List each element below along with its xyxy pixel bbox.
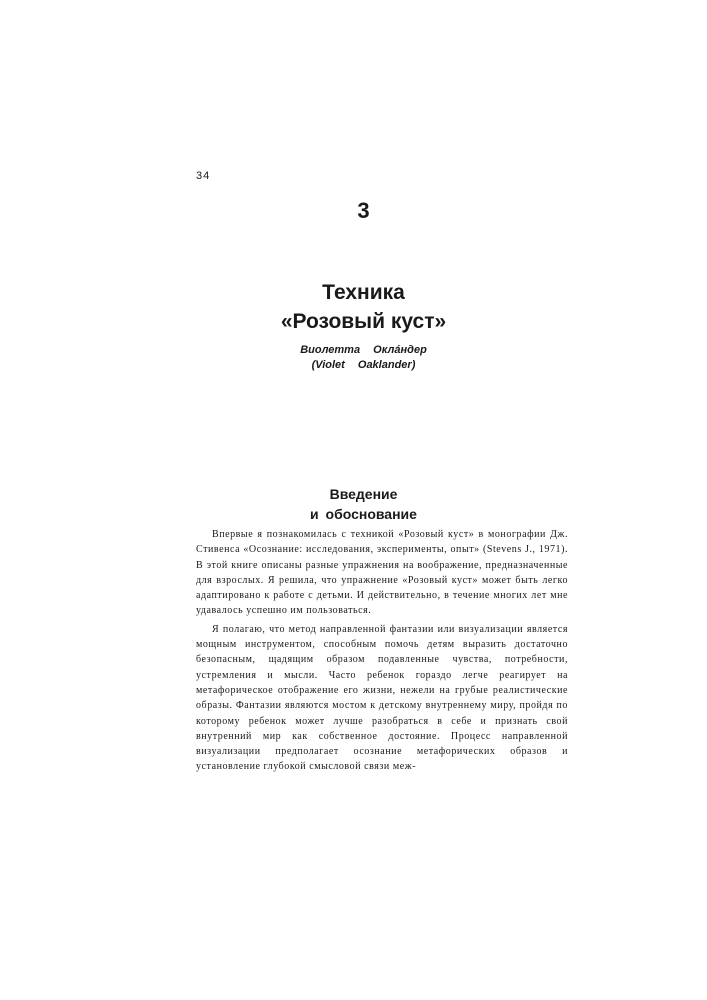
paragraph: Впервые я познакомилась с техникой «Розовый куст» в монографии Дж. Стивенса «Осознание: исследования, эксперименты, опыт» (Stevens J., 1971). В этой книге описаны разные упражнения на воображение, предназначенные для взрослых. Я решила, что упражнение «Розовый куст» может быть легко адаптировано к работе с детьми. И действительно, в течение многих лет мне удавалось успешно им пользоваться. [196,529,568,617]
author-name-russian: Виолетта Оклáндер [300,344,427,356]
section-title [0,484,707,524]
chapter-title [0,278,707,336]
chapter-title-line-1: Техника [322,281,405,304]
chapter-author [0,343,707,373]
section-title-line-1: Введение [329,486,398,502]
author-name-original: (Violet Oaklander) [311,359,416,371]
page-number: 34 [196,170,211,182]
body-text [196,527,568,775]
paragraph: Я полагаю, что метод направленной фантазии или визуализации является мощным инструментом, способным помочь детям выразить достаточно безопасным, щадящим образом подавленные чувства, потребности, устремления и мысли. Часто ребенок гораздо легче реагирует на метафорическое отображение его жизни, нежели на грубые реалистические образы. Фантазии являются мостом к детскому внутреннему миру, пройдя по которому ребенок может лучше разобраться в себе и признать свой внутренний мир как собственное достояние. Процесс направленной визуализации предполагает осознание метафорических образов и установление глубокой смысловой связи меж- [196,623,568,773]
chapter-number: 3 [357,198,370,223]
chapter-title-line-2: «Розовый куст» [280,310,447,333]
section-title-line-2: и обоснование [310,506,417,522]
